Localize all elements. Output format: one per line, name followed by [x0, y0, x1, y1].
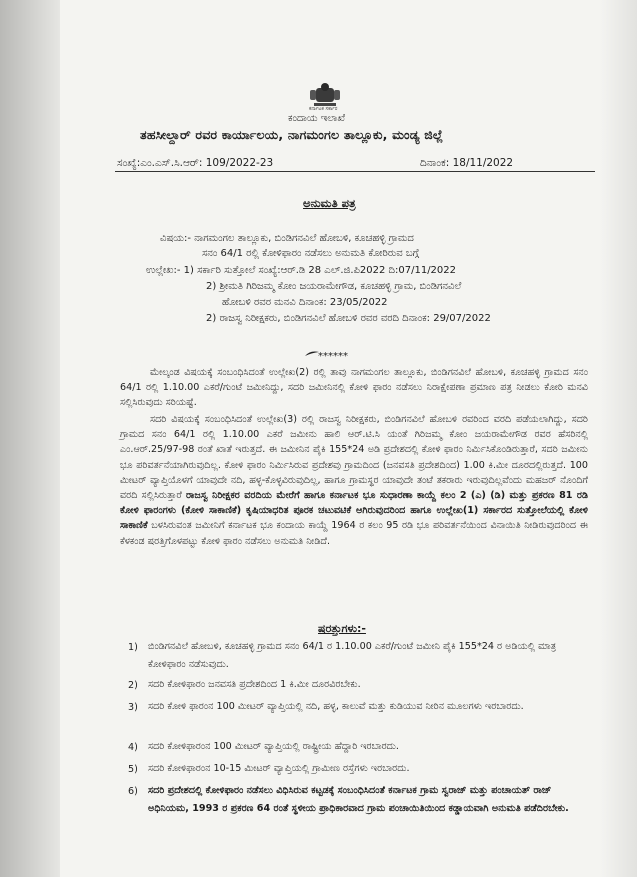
paragraph-2-text: ಸದರಿ ವಿಷಯಕ್ಕೆ ಸಂಬಂಧಿಸಿದಂತೆ ಉಲ್ಲೇಖ(3) ರಲ್ಲಿ ರಾಜಸ್ವ ನಿರೀಕ್ಷಕರು, ಬಿಂಡಿಗನವಿಲೆ ಹೋಬಳಿ ರವರಿಂದ ವರದಿ ಪಡೆಯಲಾಗಿದ್ದು, ಸದರಿ ಗ್ರಾಮದ ಸನಂ 64/1 ರಲ್ಲಿ 1.10.00 ಎಕರೆ ಜಮೀನು ಹಾಲಿ ಆರ್.ಟಿ.ಸಿ ಯಂತೆ ಗಿರಿಜಮ್ಮ ಕೋಂ ಜಯರಾಮೇಗೌಡ ರವರ ಹೆಸರಿನಲ್ಲಿ ಎಂ.ಆರ್.25/97-98 ರಂತೆ ಖಾತೆ ಇರುತ್ತದೆ. ಈ ಜಮೀನಿನ ಪೈಕಿ 155*24 ಅಡಿ ಪ್ರದೇಶದಲ್ಲಿ ಕೋಳಿ ಫಾರಂ ನಿರ್ಮಿಸಿಕೊಂಡಿರುತ್ತಾರೆ, ಸದರಿ ಜಮೀನು ಭೂ ಪರಿವರ್ತನೆಯಾಗಿರುವುದಿಲ್ಲ. ಕೋಳಿ ಫಾರಂ ನಿರ್ಮಿಸಿರುವ ಪ್ರದೇಶವು ಗ್ರಾಮದಿಂದ (ಜನವಸತಿ ಪ್ರದೇಶದಿಂದ) 1.00 ಕಿ.ಮೀ ದೂರದಲ್ಲಿರುತ್ತದೆ. 100 ಮೀಟರ್ ವ್ಯಾಪ್ತಿಯೊಳಗೆ ಯಾವುದೇ ನದಿ, ಹಳ್ಳ-ಕೊಳ್ಳವಿರುವುದಿಲ್ಲ, ಹಾಗೂ ಗ್ರಾಮಸ್ಥರ ಯಾವುದೇ ತಂಟೆ ತಕರಾರು ಇರುವುದಿಲ್ಲವೆಂದು ಮಹಜರ್ ನೊಂದಿಗೆ ವರದಿ ಸಲ್ಲಿಸಿರುತ್ತಾರೆ: [120, 414, 588, 502]
condition-text: ಸದರಿ ಪ್ರದೇಶದಲ್ಲಿ ಕೋಳಿಫಾರಂ ನಡೆಸಲು ವಿಧಿಸಿರುವ ಕಟ್ಟಡಕ್ಕೆ ಸಂಬಂಧಿಸಿದಂತೆ ಕರ್ನಾಟಕ ಗ್ರಾಮ ಸ್ವರಾಜ್ ಮತ್ತು ಪಂಚಾಯತ್ ರಾಜ್ ಅಧಿನಿಯಮ, 1993 ರ ಪ್ರಕರಣ 64 ರಂತೆ ಸ್ಥಳೀಯ ಪ್ರಾಧಿಕಾರವಾದ ಗ್ರಾಮ ಪಂಚಾಯಿತಿಯಿಂದ ಕಡ್ಡಾಯವಾಗಿ ಅನುಮತಿ ಪಡೆದಿರಬೇಕು.: [148, 785, 569, 814]
condition-number: 4): [128, 742, 138, 753]
reference-2a: 2) ಶ್ರೀಮತಿ ಗಿರಿಜಮ್ಮ ಕೋಂ ಜಯರಾಮೇಗೌಡ, ಕೂಚಹಳ್ಳಿ ಗ್ರಾಮ, ಬಿಂಡಿಗನವಿಲೆ: [206, 281, 462, 292]
condition-number: 1): [128, 642, 138, 653]
emblem-caption: ಕರ್ನಾಟಕ ಸರ್ಕಾರ: [309, 106, 338, 112]
condition-text: ಸದರಿ ಕೋಳಿಫಾರಂ ಜನವಸತಿ ಪ್ರದೇಶದಿಂದ 1 ಕಿ.ಮೀ ದೂರವಿರಬೇಕು.: [148, 679, 361, 690]
document-title: ಅನುಮತಿ ಪತ್ರ: [303, 196, 356, 210]
conditions-title: ಷರತ್ತುಗಳು:-: [318, 622, 366, 635]
condition-text: ಸದರಿ ಕೋಳಿಫಾರಂನ 10-15 ಮೀಟರ್ ವ್ಯಾಪ್ತಿಯಲ್ಲಿ ಗ್ರಾಮೀಣ ರಸ್ತೆಗಳು ಇರಬಾರದು.: [148, 763, 410, 774]
department-name: ಕಂದಾಯ ಇಲಾಖೆ: [288, 113, 345, 124]
condition-text: ಸದರಿ ಕೋಳಿಫಾರಂನ 100 ಮೀಟರ್ ವ್ಯಾಪ್ತಿಯಲ್ಲಿ ರಾಷ್ಟ್ರೀಯ ಹೆದ್ದಾರಿ ಇರಬಾರದು.: [148, 741, 399, 752]
condition-number: 5): [128, 764, 138, 775]
condition-number: 2): [128, 680, 138, 691]
swash-ornament: [305, 350, 319, 358]
paragraph-2-end-text: ಬಳಸಿರುವಂತ ಜಮೀನಿಗೆ ಕರ್ನಾಟಕ ಭೂ ಕಂದಾಯ ಕಾಯ್ದೆ 1964 ರ ಕಲಂ 95 ರಡಿ ಭೂ ಪರಿವರ್ತನೆಯಿಂದ ವಿನಾಯಿತಿ ನೀಡಿರುವುದರಿಂದ ಈ ಕೆಳಕಂಡ ಷರತ್ತಿಗೊಳಪಟ್ಟು ಕೋಳಿ ಫಾರಂ ನಡೆಸಲು ಅನುಮತಿ ನೀಡಿದೆ.: [120, 520, 588, 547]
header-divider: [115, 171, 595, 172]
reference-1: ಉಲ್ಲೇಖ:- 1) ಸರ್ಕಾರಿ ಸುತ್ತೋಲೆ ಸಂಖ್ಯೆ:ಆರ್.ಡಿ 28 ಎಲ್.ಜಿ.ಪಿ2022 ದಿ:07/11/2022: [146, 265, 457, 276]
condition-text: ಸದರಿ ಕೋಳಿ ಫಾರಂನ 100 ಮೀಟರ್ ವ್ಯಾಪ್ತಿಯಲ್ಲಿ ನದಿ, ಹಳ್ಳ, ಕಾಲುವೆ ಮತ್ತು ಕುಡಿಯುವ ನೀರಿನ ಮೂಲಗಳು ಇರಬಾರದು.: [148, 701, 524, 712]
subject-line-1: ವಿಷಯ:- ನಾಗಮಂಗಲ ತಾಲ್ಲೂಕು, ಬಿಂಡಿಗನವಿಲೆ ಹೋಬಳಿ, ಕೂಚಹಳ್ಳಿ ಗ್ರಾಮದ: [160, 233, 414, 244]
condition-number: 6): [128, 786, 138, 797]
paragraph-2: [120, 412, 588, 549]
reference-2b: ಹೋಬಳಿ ರವರ ಮನವಿ ದಿನಾಂಕ: 23/05/2022: [222, 297, 388, 308]
condition-number: 3): [128, 702, 138, 713]
subject-line-2: ಸನಂ 64/1 ರಲ್ಲಿ ಕೋಳಿಫಾರಂ ನಡೆಸಲು ಅನುಮತಿ ಕೋರಿರುವ ಬಗ್ಗೆ: [202, 248, 420, 259]
condition-text: ಬಿಂಡಿಗನವಿಲೆ ಹೋಬಳಿ, ಕೂಚಹಳ್ಳಿ ಗ್ರಾಮದ ಸನಂ 64/1 ರ 1.10.00 ಎಕರೆ/ಗುಂಟೆ ಜಮೀನಿ ಪೈಕಿ 155*24 ರ ಅಡಿಯಲ್ಲಿ ಮಾತ್ರ ಕೋಳಿಫಾರಂ ನಡೆಸುವುದು.: [148, 641, 557, 670]
paragraph-2-bold-text: ರಾಜಸ್ವ ನಿರೀಕ್ಷಕರ ವರದಿಯ ಮೇರೆಗೆ ಹಾಗೂ ಕರ್ನಾಟಕ ಭೂ ಸುಧಾರಣಾ ಕಾಯ್ದೆ ಕಲಂ 2 (ಎ) (ಡಿ) ಮತ್ತು ಪ್ರಕರಣ 81 ರಡಿ ಕೋಳಿ ಫಾರಂಗಳು (ಕೋಳಿ ಸಾಕಾಣಿಕೆ) ಕೃಷಿಯಾಧರಿತ ಪೂರಕ ಚಟುವಟಿಕೆ ಆಗಿರುವುದರಿಂದ ಹಾಗೂ ಉಲ್ಲೇಖ(1) ಸರ್ಕಾರದ ಸುತ್ತೋಲೆಯಲ್ಲಿ ಕೋಳಿ ಸಾಕಾಣಿಕೆ: [120, 490, 588, 532]
paragraph-1: ಮೇಲ್ಕಂಡ ವಿಷಯಕ್ಕೆ ಸಂಬಂಧಿಸಿದಂತೆ ಉಲ್ಲೇಖ(2) ರಲ್ಲಿ ತಾವು ನಾಗಮಂಗಲ ತಾಲ್ಲೂಕು, ಬಿಂಡಿಗನವಿಲೆ ಹೋಬಳಿ, ಕೂಚಹಳ್ಳಿ ಗ್ರಾಮದ ಸನಂ 64/1 ರಲ್ಲಿ 1.10.00 ಎಕರೆ/ಗುಂಟೆ ಜಮೀನಿದ್ದು, ಸದರಿ ಜಮೀನಿನಲ್ಲಿ ಕೋಳಿ ಫಾರಂ ನಡೆಸಲು ನಿರಾಕ್ಷೇಪಣಾ ಪ್ರಮಾಣ ಪತ್ರ ನೀಡಲು ಕೋರಿ ಮನವಿ ಸಲ್ಲಿಸಿರುವುದು ಸರಿಯಷ್ಟೆ.: [120, 367, 588, 409]
binding-edge: [0, 0, 60, 877]
office-name: ತಹಸೀಲ್ದಾರ್ ರವರ ಕಾರ್ಯಾಲಯ, ನಾಗಮಂಗಲ ತಾಲ್ಲೂಕು, ಮಂಡ್ಯ ಜಿಲ್ಲೆ: [140, 127, 444, 142]
reference-number: ಸಂಖ್ಯೆ:ಎಂ.ಎಸ್.ಸಿ.ಆರ್: 109/2022-23: [117, 157, 274, 169]
issue-date: ದಿನಾಂಕ: 18/11/2022: [420, 157, 514, 169]
reference-3: 2) ರಾಜಸ್ವ ನಿರೀಕ್ಷಕರು, ಬಿಂಡಿಗನವಿಲೆ ಹೋಬಳಿ ರವರ ವರದಿ ದಿನಾಂಕ: 29/07/2022: [206, 313, 491, 324]
separator-stars: ******: [318, 351, 348, 362]
